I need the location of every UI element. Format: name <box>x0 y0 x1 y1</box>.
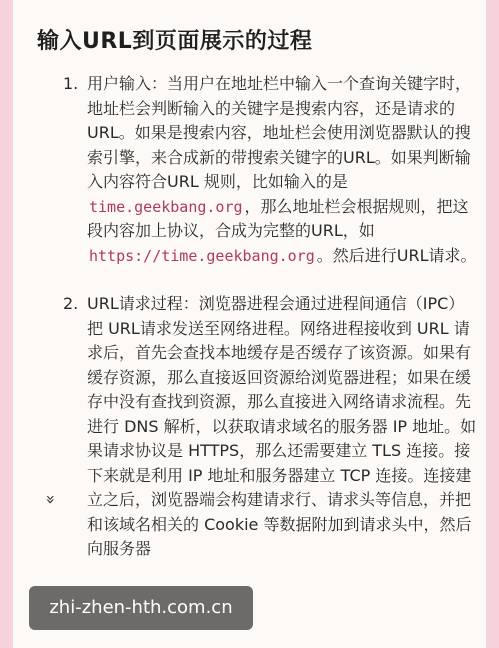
step-list <box>59 72 477 562</box>
watermark: zhi-zhen-hth.com.cn <box>29 586 253 630</box>
item-text: URL请求过程：浏览器进程会通过进程间通信（IPC）把 URL请求发送至网络进程。网络进程接收到 URL 请求后，首先会查找本地缓存是否缓存了该资源。如果有缓存资源，那么直接返回资源给浏览器进程；如果在缓存中没有查找到资源，那么直接进入网络请求流程。先进行 DNS 解析，以获取请求域名的服务器 IP 地址。如果请求协议是 HTTPS，那么还需要建立 TLS 连接。接下来就是利用 IP 地址和服务器建立 TCP 连接。连接建立之后，浏览器端会构建请求行、请求头等信息，并把和该域名相关的 Cookie 等数据附加到请求头中，然后向服务器 <box>87 294 477 558</box>
page-title: 输入URL到页面展示的过程 <box>37 29 313 54</box>
item-text: ，那么地址栏会根据规则，把这段内容加上协议，合成为完整的URL，如 <box>87 196 469 240</box>
item-text: 用户输入：当用户在地址栏中输入一个查询关键字时，地址栏会判断输入的关键字是搜索内容，还是请求的 URL。如果是搜索内容，地址栏会使用浏览器默认的搜索引擎，来合成新的带搜索关键字的URL。如果判断输入内容符合URL 规则，比如输入的是 <box>87 74 472 191</box>
item-number: 2. <box>63 294 79 313</box>
list-item-2 <box>59 292 477 562</box>
item-text: 。然后进行URL请求。 <box>316 245 477 265</box>
article-card <box>13 0 486 648</box>
double-chevron-down-icon[interactable]: » <box>41 494 61 505</box>
item-number: 1. <box>63 74 79 93</box>
code-domain: time.geekbang.org <box>89 197 243 216</box>
list-item-1 <box>59 72 477 268</box>
code-url: https://time.geekbang.org <box>89 246 315 265</box>
